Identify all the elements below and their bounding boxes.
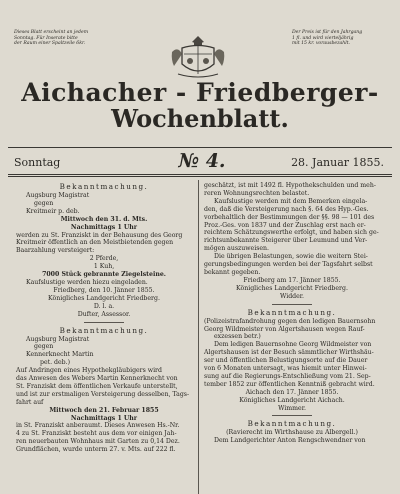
coat-of-arms-icon — [168, 34, 228, 80]
text-line: 2 Pferde, — [89, 255, 119, 263]
text-line: exzessen betr.) — [214, 333, 261, 341]
text-line: Grundflächen, wurde unterm 27. v. Mts. auf 222 fl. — [16, 446, 176, 454]
text-line: Georg Wildmeister von Algertshausen wegen Rauf- — [204, 325, 365, 333]
text-line: Wimmer. — [278, 404, 306, 412]
text-line: Königliches Landgericht Aichach. — [239, 396, 345, 404]
text-line: Die übrigen Belastungen, sowie die weitern Stei- — [214, 253, 368, 261]
text-line: St. Franziskt dem öffentlichen Verkaufe unterstellt, — [16, 382, 178, 390]
text-line: Kaufslustige werden mit dem Bemerken eingela- — [214, 197, 368, 205]
text-line: gegen — [34, 343, 54, 351]
notice-heading: Bekanntmachung. — [59, 182, 149, 191]
text-line: Kreitmeir p. deb. — [26, 207, 80, 215]
text-line: werden zu St. Franziskt in der Behausung des Georg — [16, 231, 183, 239]
text-line: Friedberg am 17. Jänner 1855. — [243, 276, 341, 284]
section-separator — [272, 304, 312, 305]
left-column — [16, 182, 192, 454]
text-line: Königliches Landgericht Friedberg. — [48, 294, 160, 302]
text-line: Dufter, Assessor. — [77, 310, 131, 318]
text-line: reichtem Schätzungswerthe erfolgt, und haben sich ge- — [204, 229, 379, 237]
text-line: Kreitmeir öffentlich an den Meistbietenden gegen — [16, 239, 174, 247]
notice-heading: Bekanntmachung. — [247, 307, 337, 317]
text-line: den, daß die Versteigerung nach §. 64 des Hyp.-Ges. — [204, 205, 369, 213]
bottom-rule — [8, 174, 392, 175]
text-line: Proz.-Ges. von 1837 und der Zuschlag erst nach er- — [204, 221, 366, 229]
text-line: das Anwesen des Webers Martin Kennerknecht von — [16, 375, 178, 383]
notice-heading: Bekanntmachung. — [247, 419, 337, 429]
issue-day: Sonntag — [14, 156, 61, 169]
text-line: Mittwoch den 21. Februar 1855 — [49, 406, 159, 414]
text-line: Friedberg, den 10. Jänner 1855. — [53, 286, 155, 294]
text-line: Königliches Landgericht Friedberg. — [236, 284, 348, 292]
text-line: 7000 Stück gebrannte Ziegelsteine. — [42, 271, 166, 279]
text-line: in St. Franziskt anberaumt. Dieses Anwesen Hs.-Nr. — [16, 422, 180, 430]
text-line: D. l. a. — [93, 302, 115, 310]
right-column — [204, 182, 380, 445]
text-line: ren neuerbauten Wohnhaus mit Garten zu 0,14 Dez. — [16, 438, 180, 446]
text-line: vorbehaltlich der Bestimmungen der §§. 98 — 101 des — [204, 213, 375, 221]
text-line: bekannt gegeben. — [204, 268, 261, 276]
issue-date: 28. Januar 1855. — [291, 156, 384, 169]
text-line: (Polizeistrafandrohung gegen den ledigen Bauernsohn — [204, 317, 376, 325]
notice-line: mit 15 kr. vorausbezahlt. — [292, 41, 350, 47]
text-line: (Ravierecht im Wirthshause zu Albergell.) — [226, 429, 358, 437]
text-line: pet. deb.) — [40, 359, 71, 367]
column-divider — [198, 180, 199, 494]
text-line: fahrt auf — [16, 398, 44, 406]
notice-line: Dieses Blatt erscheint an jedem — [14, 30, 89, 35]
top-rule — [8, 147, 392, 148]
text-line: tember 1852 zur öffentlichen Kenntniß gebracht wird. — [204, 380, 375, 388]
notice-heading: Bekanntmachung. — [59, 325, 149, 335]
text-line: Dem ledigen Bauernsohne Georg Wildmeister von — [214, 341, 372, 349]
text-line: Kennerknecht Martin — [26, 351, 94, 359]
notice-line: Der Preis ist für den Jahrgang — [292, 30, 363, 35]
subscription-notice-left — [14, 30, 106, 47]
text-line: Nachmittags 1 Uhr — [70, 414, 138, 422]
text-line: Augsburg Magistrat — [26, 192, 90, 199]
masthead-title-line-1: Aichacher - Friedberger- — [21, 78, 379, 107]
text-line: Kaufslustige werden hiezu eingeladen. — [26, 278, 148, 286]
text-line: 4 zu St. Franziskt besteht aus dem vor einigen Jah- — [16, 430, 177, 438]
text-line: Mittwoch den 31. d. Mts. — [60, 215, 148, 223]
text-line: mögen auszuweisen. — [204, 245, 269, 253]
text-line: Dem Landgerichter Anton Rengschwendner von — [214, 437, 366, 445]
issue-number: № 4. — [178, 150, 226, 172]
notice-line: der Raum einer Spaltzeile 6kr. — [14, 41, 86, 47]
text-line: richtsunbekannte Steigerer über Leumund und Ver- — [204, 237, 368, 245]
bottom-rule-double — [8, 176, 392, 177]
text-line: ser und öffentlichen Belustigungsorte auf die Dauer — [204, 357, 368, 365]
text-line: reren Wohnungsrechten belastet. — [204, 189, 310, 197]
text-line: Augsburg Magistrat — [26, 335, 90, 343]
text-line: von 6 Monaten untersagt, was hiemit unter Hinwei- — [204, 365, 367, 373]
text-line: Widder. — [279, 292, 305, 300]
text-line: 1 Kuh, — [93, 263, 115, 271]
text-line: Nachmittags 1 Uhr — [70, 223, 138, 231]
section-separator — [272, 415, 312, 416]
notice-line: 1 fl. und wird vierteljährig — [292, 35, 354, 41]
text-line: sung auf die Regierungs-Entschließung vom 21. Sep- — [204, 372, 371, 380]
issue-dateline — [12, 150, 388, 172]
section-separator — [84, 322, 124, 323]
subscription-notice-right — [292, 30, 388, 47]
text-line: Aichach den 17. Jänner 1855. — [245, 388, 339, 396]
text-line: gerungsbedingungen werden bei der Tagsfahrt selbst — [204, 261, 373, 269]
notice-line: Sonntag. Für Inserate bitte — [14, 35, 78, 41]
text-line: geschätzt, ist mit 1492 fl. Hypothekschulden und meh- — [204, 182, 376, 189]
text-line: Auf Andringen eines Hypothekgläubigers wird — [16, 367, 162, 375]
text-line: Baarzahlung versteigert: — [16, 247, 95, 255]
text-line: und ist zur erstmaligen Versteigerung desselben, Tags- — [16, 390, 190, 398]
masthead-title-line-2: Wochenblatt. — [111, 104, 289, 133]
text-line: Algertshausen ist der Besuch sämmtlicher Wirthshäu- — [204, 349, 374, 357]
text-line: gegen — [34, 199, 54, 207]
